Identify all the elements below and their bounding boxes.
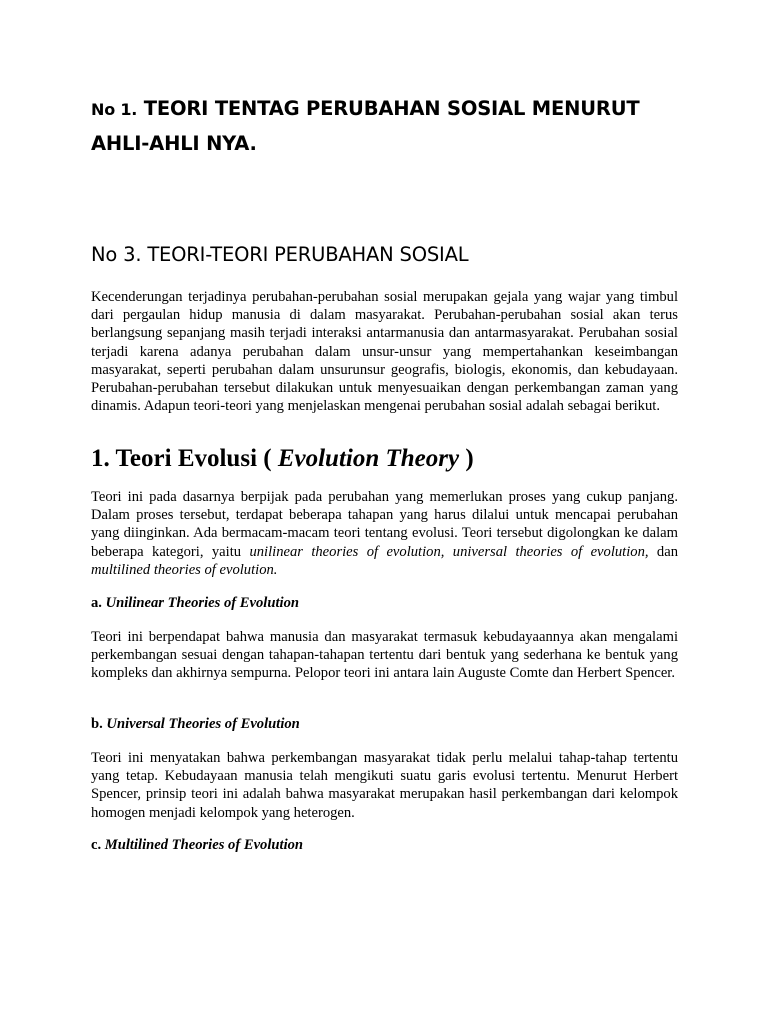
heading-no-1-prefix: No 1. <box>91 100 138 119</box>
evolution-heading-suffix: ) <box>459 445 474 472</box>
subheading-a-title: Unilinear Theories of Evolution <box>105 595 299 611</box>
intro-paragraph: Kecenderungan terjadinya perubahan-perubahan sosial merupakan gejala yang wajar yang timbul dari pergaulan hidup manusia di dalam masyarakat. Perubahan-perubahan sosial akan terus berlangsung sepanjang masih terjadi interaksi antarmanusia dan antarmasyarakat. Perubahan sosial terjadi karena adanya perubahan dalam unsur-unsur yang mempertahankan keseimbangan masyarakat, seperti perubahan dalam unsurunsur geografis, biologis, ekonomis, dan kebudayaan. Perubahan-perubahan tersebut dilakukan untuk menyesuaikan dengan perkembangan zaman yang dinamis. Adapun teori-teori yang menjelaskan mengenai perubahan sosial adalah sebagai berikut. <box>91 289 678 415</box>
heading-no-3: No 3. TEORI-TEORI PERUBAHAN SOSIAL <box>91 243 469 266</box>
evolution-paragraph-main: Teori ini pada dasarnya berpijak pada perubahan yang memerlukan proses yang cukup panjang. Dalam proses tersebut, terdapat beberapa tahapan yang harus dilalui untuk mencapai perubahan yang diinginkan. Ada bermacam-macam teori tentang evolusi. Teori tersebut digolongkan ke dalam beberapa kategori, yaitu <box>91 489 678 560</box>
evolution-paragraph-italic-1: unilinear theories of evolution, universal theories of evolution, <box>249 543 649 560</box>
subheading-b-title: Universal Theories of Evolution <box>106 716 300 732</box>
paragraph-a: Teori ini berpendapat bahwa manusia dan masyarakat termasuk kebudayaannya akan mengalami perkembangan sesuai dengan tahapan-tahapan tertentu dari bentuk yang sederhana ke bentuk yang kompleks dan akhirnya sempurna. Pelopor teori ini antara lain Auguste Comte dan Herbert Spencer. <box>91 629 678 682</box>
evolution-heading-prefix: 1. Teori Evolusi ( <box>91 445 278 472</box>
subheading-a-marker: a. <box>91 595 106 611</box>
heading-no-1 <box>91 92 691 161</box>
paragraph-b: Teori ini menyatakan bahwa perkembangan masyarakat tidak perlu melalui tahap-tahap tertentu yang tetap. Kebudayaan manusia telah mengikuti suatu garis evolusi tertentu. Menurut Herbert Spencer, prinsip teori ini adalah bahwa masyarakat merupakan hasil perkembangan dari kelompok homogen menjadi kelompok yang heterogen. <box>91 750 678 821</box>
evolution-paragraph-and: dan <box>648 543 678 560</box>
subheading-c-title: Multilined Theories of Evolution <box>104 837 304 853</box>
evolution-paragraph <box>91 488 678 579</box>
evolution-theory-heading <box>91 444 474 474</box>
subheading-b-marker: b. <box>91 716 107 732</box>
subheading-c <box>91 836 303 854</box>
subheading-b <box>91 715 300 733</box>
subheading-a <box>91 594 299 612</box>
evolution-paragraph-italic-2: multilined theories of evolution. <box>91 561 278 578</box>
heading-no-1-text: TEORI TENTAG PERUBAHAN SOSIAL MENURUT AHLI-AHLI NYA. <box>91 97 640 155</box>
subheading-c-marker: c. <box>91 837 105 853</box>
evolution-heading-italic: Evolution Theory <box>277 445 460 472</box>
